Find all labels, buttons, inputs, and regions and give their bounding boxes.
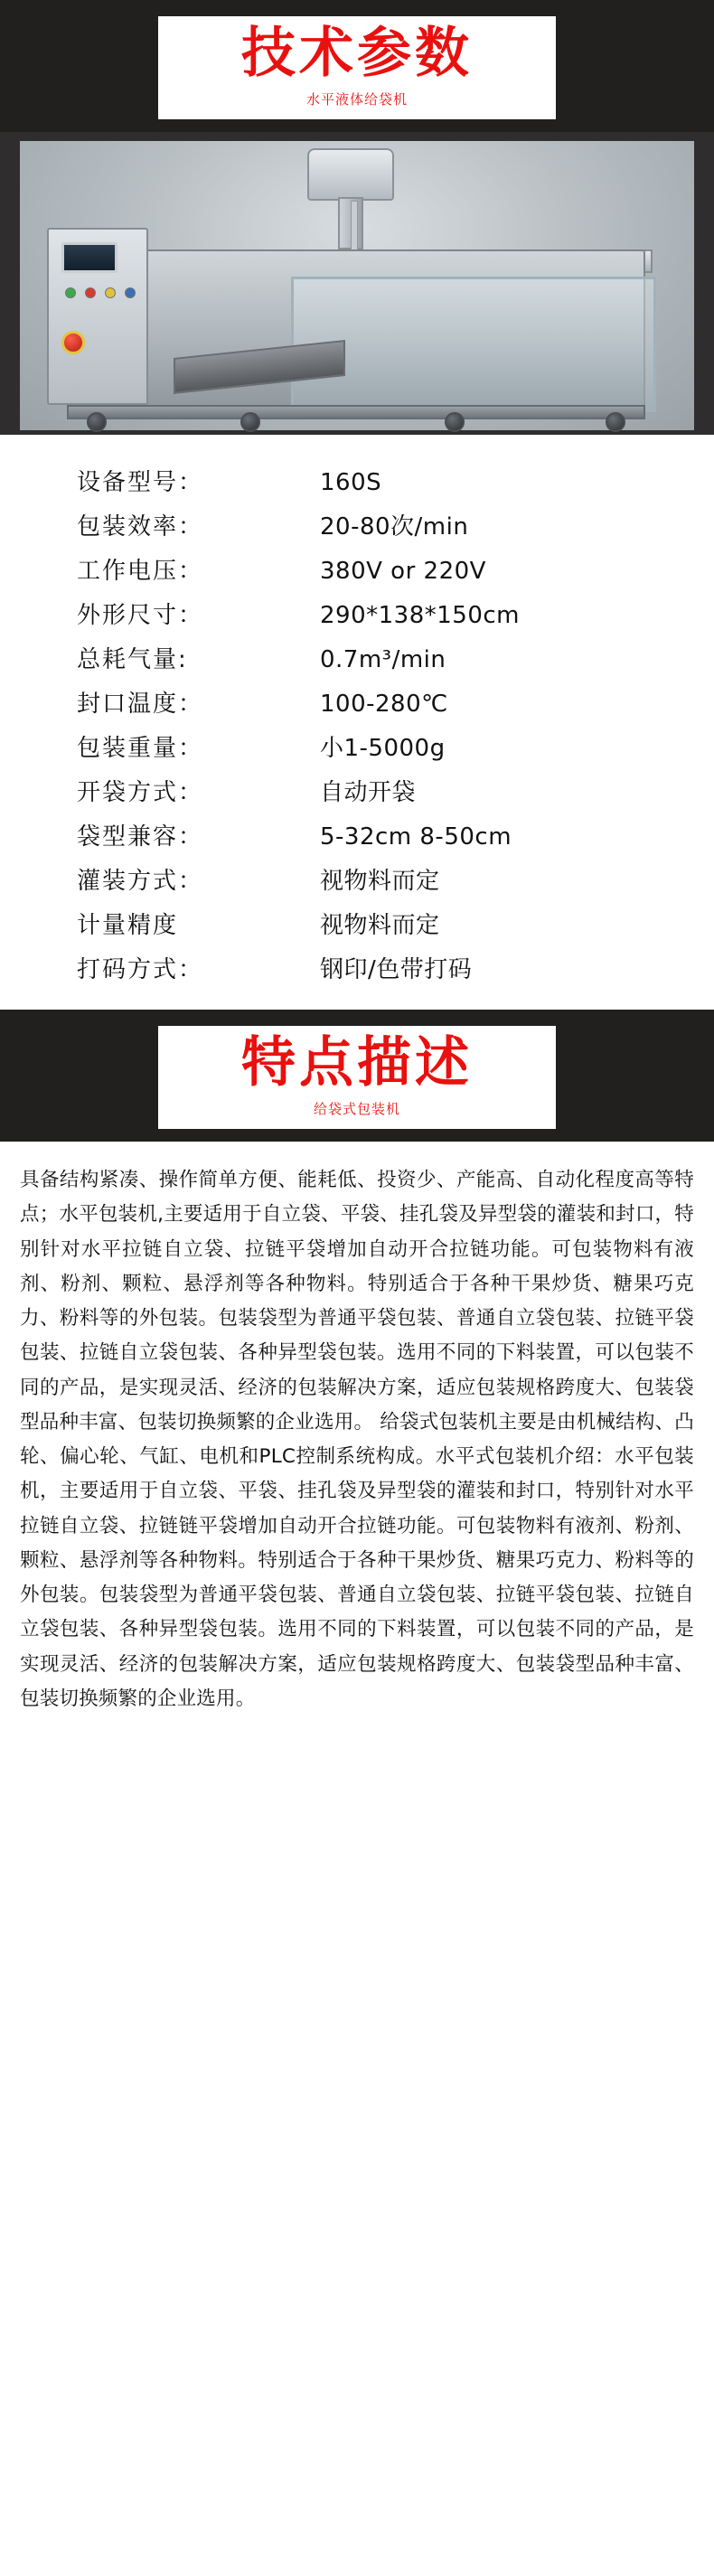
machine-hopper-icon [307,148,394,201]
banner-card-top [158,16,556,119]
banner-subtitle-top: 水平液体给袋机 [305,91,408,108]
spec-value: 290*138*150cm [320,602,520,629]
table-row [0,680,714,724]
description-paragraph: 具备结构紧凑、操作简单方便、能耗低、投资少、产能高、自动化程度高等特点；水平包装机,主要适用于自立袋、平袋、挂孔袋及异型袋的灌装和封口，特别针对水平拉链自立袋、拉链平袋增加自动开合拉链功能。可包装物料有液剂、粉剂、颗粒、悬浮剂等各种物料。特别适合于各种干果炒货、糖果巧克力、粉料等的外包装。包装袋型为普通平袋包装、普通自立袋包装、拉链平袋包装、拉链自立袋包装、各种异型袋包装。选用不同的下料装置，可以包装不同的产品，是实现灵活、经济的包装解决方案，适应包装规格跨度大、包装袋型品种丰富、包装切换频繁的企业选用。 给袋式包装机主要是由机械结构、凸轮、偏心轮、气缸、电机和PLC控制系统构成。水平式包装机介绍：水平包装机，主要适用于自立袋、平袋、挂孔袋及异型袋的灌装和封口，特别针对水平拉链自立袋、拉链链平袋增加自动开合拉链功能。可包装物料有液剂、粉剂、颗粒、悬浮剂等各种物料。特别适合于各种干果炒货、糖果巧克力、粉料等的外包装。包装袋型为普通平袋包装、普通自立袋包装、拉链平袋包装、拉链自立袋包装、各种异型袋包装。选用不同的下料装置，可以包装不同的产品，是实现灵活、经济的包装解决方案，适应包装规格跨度大、包装袋型品种丰富、包装切换频繁的企业选用。 [20,1169,694,1710]
machine-blue-button-icon [125,287,136,298]
table-row [0,503,714,547]
spec-label: 计量精度 [77,912,179,939]
machine-pipe-icon [351,201,358,255]
spec-label: 包装重量： [77,735,204,762]
product-photo-image [20,141,694,430]
machine-emergency-stop-icon [61,331,85,354]
spec-label: 打码方式： [77,956,204,983]
machine-hmi-screen-icon [61,242,117,273]
table-row [0,458,714,503]
spec-value: 视物料而定 [320,912,440,939]
machine-wheel-icon [445,412,465,432]
spec-label: 灌装方式： [77,868,204,895]
spec-value: 钢印/色带打码 [320,956,473,983]
spec-label: 封口温度： [77,691,204,718]
table-row [0,901,714,945]
table-row [0,547,714,591]
spec-label: 袋型兼容： [77,823,204,851]
table-row [0,945,714,990]
spec-value: 160S [320,469,382,496]
spec-label: 包装效率： [77,513,204,541]
banner-card-bottom [158,1026,556,1129]
machine-wheel-icon [240,412,260,432]
machine-safety-guard-icon [291,277,656,412]
banner-subtitle-bottom: 给袋式包装机 [313,1101,400,1117]
machine-red-button-icon [85,287,96,298]
product-photo-container [0,132,714,435]
table-row [0,857,714,901]
banner-technical-parameters [0,0,714,132]
banner-feature-description [0,1010,714,1142]
spec-value: 视物料而定 [320,868,440,895]
table-row [0,724,714,768]
spec-label: 工作电压： [77,558,204,585]
table-row [0,635,714,680]
spec-value: 20-80次/min [320,513,469,541]
spec-value: 小1-5000g [320,735,446,762]
table-row [0,768,714,813]
banner-title-bottom: 特点描述 [241,1031,473,1095]
spec-label: 设备型号： [77,469,204,496]
table-row [0,591,714,635]
machine-base-icon [67,405,645,419]
machine-wheel-icon [87,412,107,432]
spec-value: 380V or 220V [320,558,486,585]
spec-value: 自动开袋 [320,779,417,806]
spec-label: 开袋方式： [77,779,204,806]
spec-label: 外形尺寸： [77,602,204,629]
spec-value: 5-32cm 8-50cm [320,823,512,851]
machine-wheel-icon [606,412,625,432]
spec-value: 100-280℃ [320,691,448,718]
spec-label: 总耗气量: [77,646,188,673]
banner-title-top: 技术参数 [241,22,473,85]
machine-yellow-button-icon [105,287,116,298]
machine-green-button-icon [65,287,76,298]
spec-value: 0.7m³/min [320,646,446,673]
table-row [0,813,714,857]
specifications-table [0,435,714,1010]
